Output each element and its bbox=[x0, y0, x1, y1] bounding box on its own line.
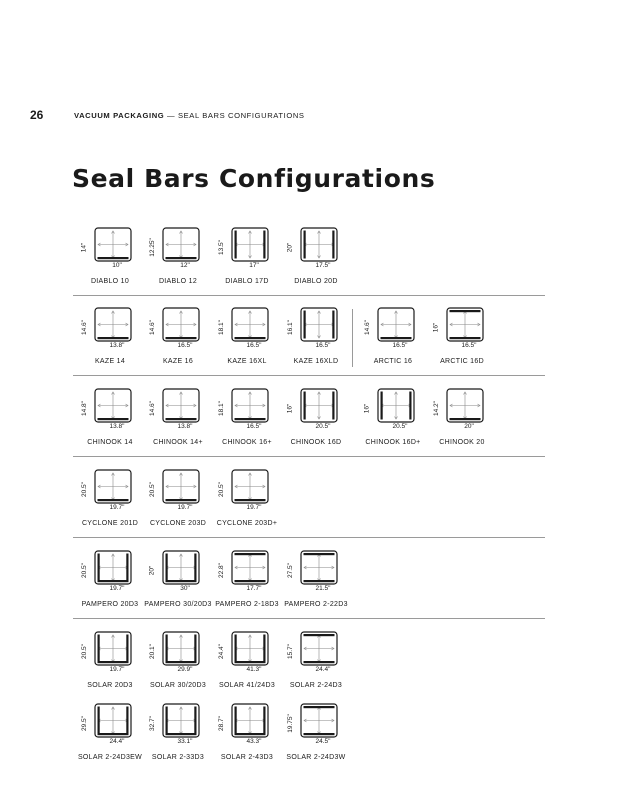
model-name: PAMPERO 2-22D3 bbox=[284, 601, 348, 608]
height-label: 16.1" bbox=[286, 319, 294, 335]
width-label: 30" bbox=[180, 585, 190, 592]
seal-bar-right bbox=[263, 635, 265, 663]
height-dimension bbox=[74, 636, 94, 666]
seal-bar-right bbox=[194, 707, 196, 735]
model-name: DIABLO 10 bbox=[90, 278, 130, 285]
seal-bar-left bbox=[98, 635, 100, 663]
height-dimension bbox=[280, 636, 300, 666]
width-label: 24.4" bbox=[109, 738, 125, 745]
model-name: SOLAR 30/20D3 bbox=[149, 682, 207, 689]
height-dimension bbox=[74, 474, 94, 504]
seal-bar-bottom bbox=[381, 337, 412, 339]
height-label: 20.5" bbox=[80, 481, 88, 497]
width-label: 20.5" bbox=[392, 423, 408, 430]
height-label: 20.5" bbox=[217, 481, 225, 497]
model-name: SOLAR 2-24D3EW bbox=[77, 754, 143, 761]
height-label: 20.5" bbox=[80, 562, 88, 578]
height-label: 32.7" bbox=[148, 715, 156, 731]
height-dimension bbox=[74, 393, 94, 423]
height-label: 14.2" bbox=[432, 400, 440, 416]
breadcrumb-subsection: — SEAL BARS CONFIGURATIONS bbox=[167, 110, 305, 120]
seal-bar-right bbox=[263, 231, 265, 259]
breadcrumb-section: VACUUM PACKAGING bbox=[74, 110, 165, 120]
seal-bar-left bbox=[98, 707, 100, 735]
height-label: 27.5" bbox=[286, 562, 294, 578]
height-dimension bbox=[211, 393, 231, 423]
height-dimension bbox=[426, 312, 446, 342]
seal-bar-bottom bbox=[98, 257, 129, 259]
width-label: 20" bbox=[464, 423, 474, 430]
seal-bar-item bbox=[280, 549, 352, 611]
width-label: 19.7" bbox=[109, 666, 125, 673]
seal-bar-bottom bbox=[166, 418, 197, 420]
height-dimension bbox=[280, 708, 300, 738]
model-name: CHINOOK 16+ bbox=[222, 439, 272, 446]
seal-bar-right bbox=[126, 707, 128, 735]
width-label: 16.5" bbox=[246, 423, 262, 430]
height-label: 13.5" bbox=[217, 239, 225, 255]
seal-bar-left bbox=[166, 635, 168, 663]
width-label: 19.7" bbox=[246, 504, 262, 511]
seal-bar-left bbox=[304, 311, 306, 339]
height-dimension bbox=[142, 708, 162, 738]
seal-bar-right bbox=[332, 392, 334, 420]
model-name: PAMPERO 30/20D3 bbox=[144, 601, 212, 608]
seal-bar-bottom bbox=[304, 733, 335, 735]
seal-bar-bottom bbox=[235, 499, 266, 501]
height-dimension bbox=[74, 708, 94, 738]
width-label: 16.5" bbox=[315, 342, 331, 349]
model-name: DIABLO 17D bbox=[225, 278, 269, 285]
height-label: 16" bbox=[363, 403, 371, 413]
height-dimension bbox=[142, 555, 162, 585]
height-label: 14" bbox=[80, 242, 88, 252]
height-dimension bbox=[357, 393, 377, 423]
seal-bar-bottom bbox=[166, 499, 197, 501]
width-label: 19.7" bbox=[109, 504, 125, 511]
width-label: 20.5" bbox=[315, 423, 331, 430]
width-label: 16.5" bbox=[246, 342, 262, 349]
model-name: CHINOOK 16D+ bbox=[365, 439, 421, 446]
model-name: SOLAR 2-43D3 bbox=[220, 754, 274, 761]
width-label: 13.8" bbox=[177, 423, 193, 430]
height-label: 16" bbox=[432, 322, 440, 332]
model-name: SOLAR 20D3 bbox=[87, 682, 133, 689]
height-label: 20" bbox=[286, 242, 294, 252]
width-label: 19.7" bbox=[109, 585, 125, 592]
height-dimension bbox=[426, 393, 446, 423]
height-dimension bbox=[357, 312, 377, 342]
model-name: KAZE 16XL bbox=[227, 358, 267, 365]
height-dimension bbox=[142, 393, 162, 423]
seal-bar-bottom bbox=[235, 337, 266, 339]
height-label: 20.5" bbox=[148, 481, 156, 497]
width-label: 24.5" bbox=[315, 738, 331, 745]
page-number: 26 bbox=[30, 108, 44, 122]
model-name: KAZE 16XLD bbox=[293, 358, 339, 365]
width-label: 33.1" bbox=[177, 738, 193, 745]
seal-bar-bottom bbox=[98, 418, 129, 420]
model-name: ARCTIC 16 bbox=[373, 358, 413, 365]
model-name: KAZE 14 bbox=[94, 358, 126, 365]
row-divider bbox=[73, 456, 545, 457]
seal-bar-right bbox=[194, 635, 196, 663]
height-dimension bbox=[280, 393, 300, 423]
seal-bar-bottom bbox=[166, 337, 197, 339]
seal-bar-left bbox=[235, 707, 237, 735]
row-divider bbox=[73, 537, 545, 538]
breadcrumb bbox=[74, 111, 305, 120]
seal-bar-bottom bbox=[98, 580, 129, 582]
model-name: CYCLONE 203D bbox=[149, 520, 207, 527]
seal-bar-left bbox=[166, 554, 168, 582]
seal-bar-bottom bbox=[450, 418, 481, 420]
width-label: 16.5" bbox=[392, 342, 408, 349]
height-dimension bbox=[211, 232, 231, 262]
seal-bar-top bbox=[304, 634, 335, 636]
height-dimension bbox=[211, 474, 231, 504]
seal-bar-left bbox=[304, 231, 306, 259]
seal-bar-item bbox=[426, 387, 498, 449]
height-dimension bbox=[211, 312, 231, 342]
height-dimension bbox=[280, 555, 300, 585]
width-label: 19.7" bbox=[177, 504, 193, 511]
seal-bar-left bbox=[235, 635, 237, 663]
seal-bar-top bbox=[235, 553, 266, 555]
page-title: Seal Bars Configurations bbox=[72, 164, 436, 193]
seal-bar-bottom bbox=[166, 661, 197, 663]
height-label: 20.5" bbox=[80, 643, 88, 659]
seal-bar-left bbox=[304, 392, 306, 420]
seal-bar-right bbox=[332, 311, 334, 339]
seal-bar-right bbox=[409, 392, 411, 420]
width-label: 13.8" bbox=[109, 342, 125, 349]
height-label: 14.8" bbox=[80, 400, 88, 416]
seal-bar-bottom bbox=[166, 257, 197, 259]
height-dimension bbox=[211, 555, 231, 585]
model-name: SOLAR 2-24D3W bbox=[286, 754, 346, 761]
seal-bar-bottom bbox=[98, 733, 129, 735]
seal-bar-item bbox=[280, 630, 352, 692]
model-name: DIABLO 12 bbox=[158, 278, 198, 285]
seal-bar-top bbox=[304, 553, 335, 555]
model-name: CYCLONE 203D+ bbox=[216, 520, 278, 527]
width-label: 21.5" bbox=[315, 585, 331, 592]
row-divider bbox=[73, 618, 545, 619]
row-divider bbox=[73, 375, 545, 376]
seal-bar-left bbox=[166, 707, 168, 735]
seal-bar-bottom bbox=[235, 418, 266, 420]
width-label: 16.5" bbox=[177, 342, 193, 349]
height-label: 14.6" bbox=[363, 319, 371, 335]
seal-bar-top bbox=[450, 310, 481, 312]
model-name: CHINOOK 14+ bbox=[153, 439, 203, 446]
width-label: 17" bbox=[249, 262, 259, 269]
seal-bar-bottom bbox=[166, 580, 197, 582]
model-name: SOLAR 41/24D3 bbox=[218, 682, 276, 689]
seal-bar-right bbox=[126, 635, 128, 663]
width-label: 12" bbox=[180, 262, 190, 269]
height-label: 12.25" bbox=[148, 237, 156, 257]
width-label: 13.8" bbox=[109, 423, 125, 430]
height-dimension bbox=[74, 312, 94, 342]
row-divider bbox=[73, 295, 545, 296]
width-label: 41.3" bbox=[246, 666, 262, 673]
seal-bar-right bbox=[194, 554, 196, 582]
seal-bar-bottom bbox=[304, 580, 335, 582]
seal-bar-bottom bbox=[450, 337, 481, 339]
height-dimension bbox=[280, 232, 300, 262]
height-label: 18.1" bbox=[217, 319, 225, 335]
model-name: CHINOOK 20 bbox=[439, 439, 485, 446]
seal-bar-right bbox=[332, 231, 334, 259]
height-dimension bbox=[74, 232, 94, 262]
height-dimension bbox=[211, 636, 231, 666]
height-label: 24.4" bbox=[217, 643, 225, 659]
seal-bar-bottom bbox=[304, 661, 335, 663]
seal-bar-right bbox=[263, 707, 265, 735]
height-label: 18.1" bbox=[217, 400, 225, 416]
height-label: 20.1" bbox=[148, 643, 156, 659]
seal-bar-right bbox=[126, 554, 128, 582]
height-dimension bbox=[142, 232, 162, 262]
seal-bar-bottom bbox=[98, 337, 129, 339]
seal-bar-bottom bbox=[235, 733, 266, 735]
height-dimension bbox=[74, 555, 94, 585]
seal-bar-item bbox=[280, 226, 352, 288]
seal-bar-bottom bbox=[98, 499, 129, 501]
height-label: 14.6" bbox=[80, 319, 88, 335]
seal-bar-left bbox=[235, 231, 237, 259]
height-dimension bbox=[142, 636, 162, 666]
height-label: 19.75" bbox=[286, 713, 294, 733]
model-name: CHINOOK 16D bbox=[290, 439, 342, 446]
seal-bar-item bbox=[426, 306, 498, 368]
height-dimension bbox=[211, 708, 231, 738]
model-name: DIABLO 20D bbox=[294, 278, 338, 285]
height-dimension bbox=[280, 312, 300, 342]
width-label: 10" bbox=[112, 262, 122, 269]
width-label: 24.4" bbox=[315, 666, 331, 673]
seal-bar-bottom bbox=[166, 733, 197, 735]
height-label: 20" bbox=[148, 565, 156, 575]
height-label: 15.7" bbox=[286, 643, 294, 659]
seal-bar-bottom bbox=[235, 580, 266, 582]
seal-bar-top bbox=[304, 706, 335, 708]
height-label: 28.7" bbox=[217, 715, 225, 731]
model-name: PAMPERO 2-18D3 bbox=[215, 601, 279, 608]
height-label: 22.8" bbox=[217, 562, 225, 578]
seal-bar-item bbox=[211, 468, 283, 530]
model-name: PAMPERO 20D3 bbox=[81, 601, 139, 608]
width-label: 17.5" bbox=[315, 262, 331, 269]
height-dimension bbox=[142, 474, 162, 504]
height-label: 16" bbox=[286, 403, 294, 413]
width-label: 43.3" bbox=[246, 738, 262, 745]
model-name: KAZE 16 bbox=[162, 358, 194, 365]
height-label: 29.5" bbox=[80, 715, 88, 731]
height-dimension bbox=[142, 312, 162, 342]
width-label: 16.5" bbox=[461, 342, 477, 349]
height-label: 14.6" bbox=[148, 400, 156, 416]
height-label: 14.6" bbox=[148, 319, 156, 335]
model-name: SOLAR 2-24D3 bbox=[289, 682, 343, 689]
model-name: ARCTIC 16D bbox=[440, 358, 484, 365]
seal-bar-bottom bbox=[98, 661, 129, 663]
seal-bar-left bbox=[381, 392, 383, 420]
seal-bar-bottom bbox=[235, 661, 266, 663]
width-label: 17.7" bbox=[246, 585, 262, 592]
width-label: 29.9" bbox=[177, 666, 193, 673]
page-header bbox=[30, 108, 305, 122]
seal-bar-item bbox=[280, 702, 352, 764]
model-name: CHINOOK 14 bbox=[87, 439, 133, 446]
seal-bar-left bbox=[98, 554, 100, 582]
model-name: SOLAR 2-33D3 bbox=[151, 754, 205, 761]
model-name: CYCLONE 201D bbox=[81, 520, 139, 527]
